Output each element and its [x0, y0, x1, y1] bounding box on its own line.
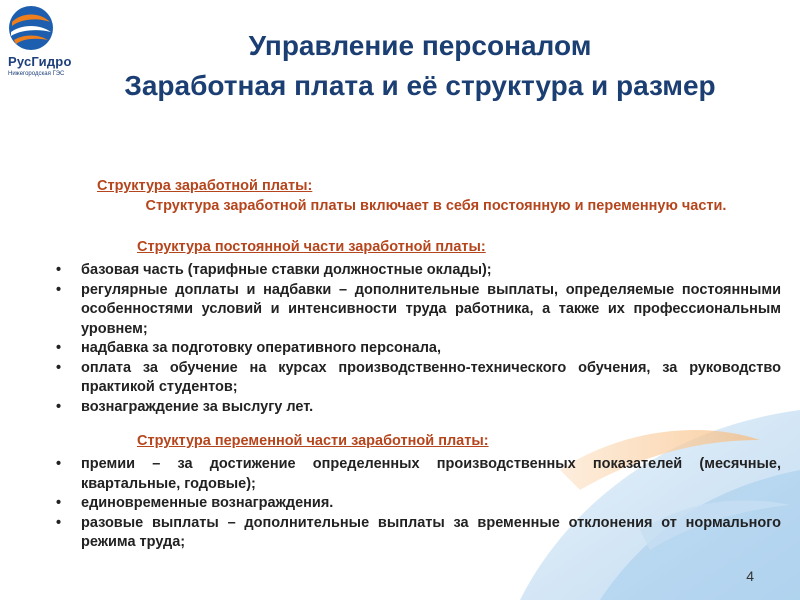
fixed-part-heading: Структура постоянной части заработной платы: — [137, 239, 486, 255]
list-item: • единовременные вознаграждения. — [53, 494, 781, 514]
logo-subtitle: Нижегородская ГЭС — [8, 71, 65, 77]
rushydro-emblem-icon — [6, 4, 56, 52]
list-item: • разовые выплаты – дополнительные выплаты за временные отклонения от нормального режима труда; — [53, 514, 781, 553]
title-line-2: Заработная плата и её структура и размер — [124, 70, 716, 101]
list-item: • оплата за обучение на курсах производственно-технического обучения, за руководство практикой студентов; — [53, 359, 781, 398]
title-line-1: Управление персоналом — [248, 30, 592, 61]
variable-part-list — [53, 455, 781, 553]
list-item: • премии – за достижение определенных производственных показателей (месячные, квартальные, годовые); — [53, 455, 781, 494]
variable-part-heading: Структура переменной части заработной платы: — [137, 433, 489, 449]
structure-intro: Структура заработной платы включает в себя постоянную и переменную части. — [145, 198, 727, 214]
logo-name: РусГидро — [8, 54, 72, 69]
rushydro-logo — [6, 4, 98, 84]
list-item: • вознаграждение за выслугу лет. — [53, 398, 781, 418]
list-item: • регулярные доплаты и надбавки – дополнительные выплаты, определяемые постоянными особенностями условий и интенсивности труда работника, а также их профессиональным уровнем; — [53, 281, 781, 340]
list-item: • базовая часть (тарифные ставки должностные оклады); — [53, 261, 781, 281]
structure-heading: Структура заработной платы: — [97, 178, 313, 194]
page-number: 4 — [746, 568, 754, 584]
slide-title — [100, 26, 740, 106]
fixed-part-list — [53, 261, 781, 417]
list-item: • надбавка за подготовку оперативного персонала, — [53, 339, 781, 359]
